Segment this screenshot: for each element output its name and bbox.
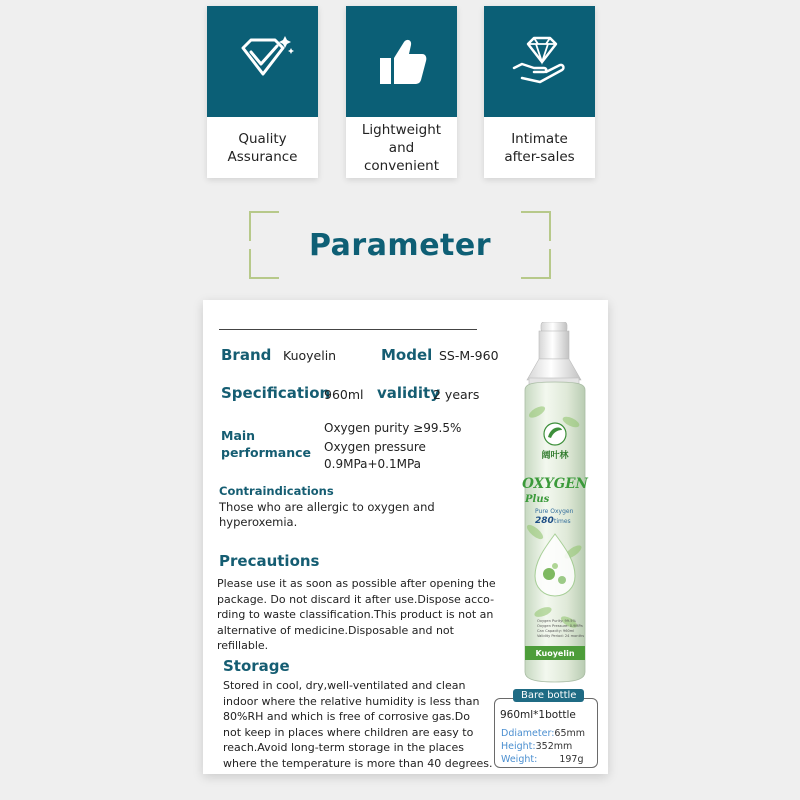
storage-line: indoor where the relative humidity is less than (223, 694, 480, 708)
diameter-label: Ddiameter: (501, 728, 555, 739)
storage-title: Storage (223, 657, 290, 675)
diamond-check-icon (231, 34, 295, 90)
feature-card-quality (207, 6, 318, 178)
parameter-title: Parameter (308, 227, 492, 263)
feature-card-icon-area (484, 6, 595, 117)
feature-label-lightweight: Lightweight and convenient (361, 121, 442, 174)
oxygen-bottle-image (515, 322, 595, 690)
precautions-title: Precautions (219, 552, 320, 570)
storage-line: not keep in places where children are easy to (223, 725, 474, 739)
bare-bottle-tag: Bare bottle (513, 689, 584, 702)
feature-card-icon-area (346, 6, 457, 117)
model-value: SS-M-960 (439, 348, 499, 363)
validity-value: 2 years (433, 387, 480, 402)
diameter-value: 65mm (554, 728, 586, 739)
brand-label: Brand (221, 346, 272, 364)
precautions-line: rding to waste classification.This product is not an (217, 608, 494, 621)
bottle-bottom-brand: Kuoyelin (535, 649, 575, 658)
contraindications-title: Contraindications (219, 484, 334, 498)
model-label: Model (381, 346, 433, 364)
feature-label-quality: Quality Assurance (227, 130, 298, 165)
bottle-times-number: 280 (535, 516, 554, 526)
bare-bottle-capacity: 960ml*1bottle (500, 709, 576, 721)
feature-label-after-sales: Intimate after-sales (504, 130, 575, 165)
feature-card-after-sales (484, 6, 595, 178)
bottle-times-word: times (554, 518, 571, 525)
specification-label: Specification (221, 384, 331, 402)
storage-line: Stored in cool, dry,well-ventilated and clean (223, 679, 466, 692)
precautions-line: alternative of medicine.Disposable and not (217, 623, 454, 637)
parameter-heading-frame (249, 211, 551, 279)
storage-line: 80%RH and which is free of corrosive gas.Do (223, 710, 470, 723)
contraindications-line2: hyperoxemia. (219, 515, 298, 529)
bottle-small-print: Oxygen Pressure: 0.9MPa (537, 624, 583, 628)
oxygen-pressure-value: 0.9MPa+0.1MPa (324, 457, 422, 471)
bottle-plus: Plus (525, 494, 550, 505)
diamond-hand-icon (510, 34, 570, 90)
storage-line: reach.Avoid long-term storage in the places (223, 741, 464, 754)
bottle-pure-oxygen: Pure Oxygen (535, 508, 574, 515)
thumbs-up-icon (374, 34, 430, 90)
precautions-line: Please use it as soon as possible after opening the (217, 577, 496, 590)
precautions-line: refillable. (217, 639, 269, 652)
storage-text (223, 678, 513, 771)
bottle-small-print: Oxygen Purity: 99.5% (537, 619, 576, 623)
oxygen-pressure-label: Oxygen pressure (324, 440, 426, 454)
height-label: Height: (501, 741, 536, 752)
height-value: 352mm (535, 741, 573, 752)
weight-label: Weight: (501, 754, 538, 765)
divider (219, 329, 477, 330)
feature-card-icon-area (207, 6, 318, 117)
bottle-small-print: Can Capacity: 960ml (537, 629, 575, 633)
feature-card-lightweight (346, 6, 457, 178)
specification-value: 960ml (324, 387, 364, 402)
weight-value: 197g (559, 754, 584, 765)
brand-value: Kuoyelin (283, 348, 337, 363)
precautions-text (217, 576, 507, 654)
bottle-product-name: OXYGEN (522, 476, 588, 492)
main-performance-label-line2: performance (221, 445, 312, 460)
bare-bottle-weight (501, 754, 583, 765)
bare-bottle-height (501, 741, 572, 752)
parameter-sheet (203, 300, 608, 774)
precautions-line: package. Do not discard it after use.Dispose acco- (217, 592, 495, 606)
bottle-brand-chinese: 阔叶林 (541, 451, 569, 461)
contraindications-line1: Those who are allergic to oxygen and (219, 500, 435, 514)
bottle-small-print: Validity Period: 24 months (537, 634, 585, 638)
bare-bottle-info-box (494, 690, 598, 768)
main-performance-label-line1: Main (221, 428, 256, 443)
bare-bottle-diameter (501, 728, 585, 739)
storage-line: where the temperature is more than 40 degrees. (223, 756, 493, 770)
validity-label: validity (377, 384, 441, 402)
oxygen-purity-value: Oxygen purity ≥99.5% (324, 421, 462, 435)
